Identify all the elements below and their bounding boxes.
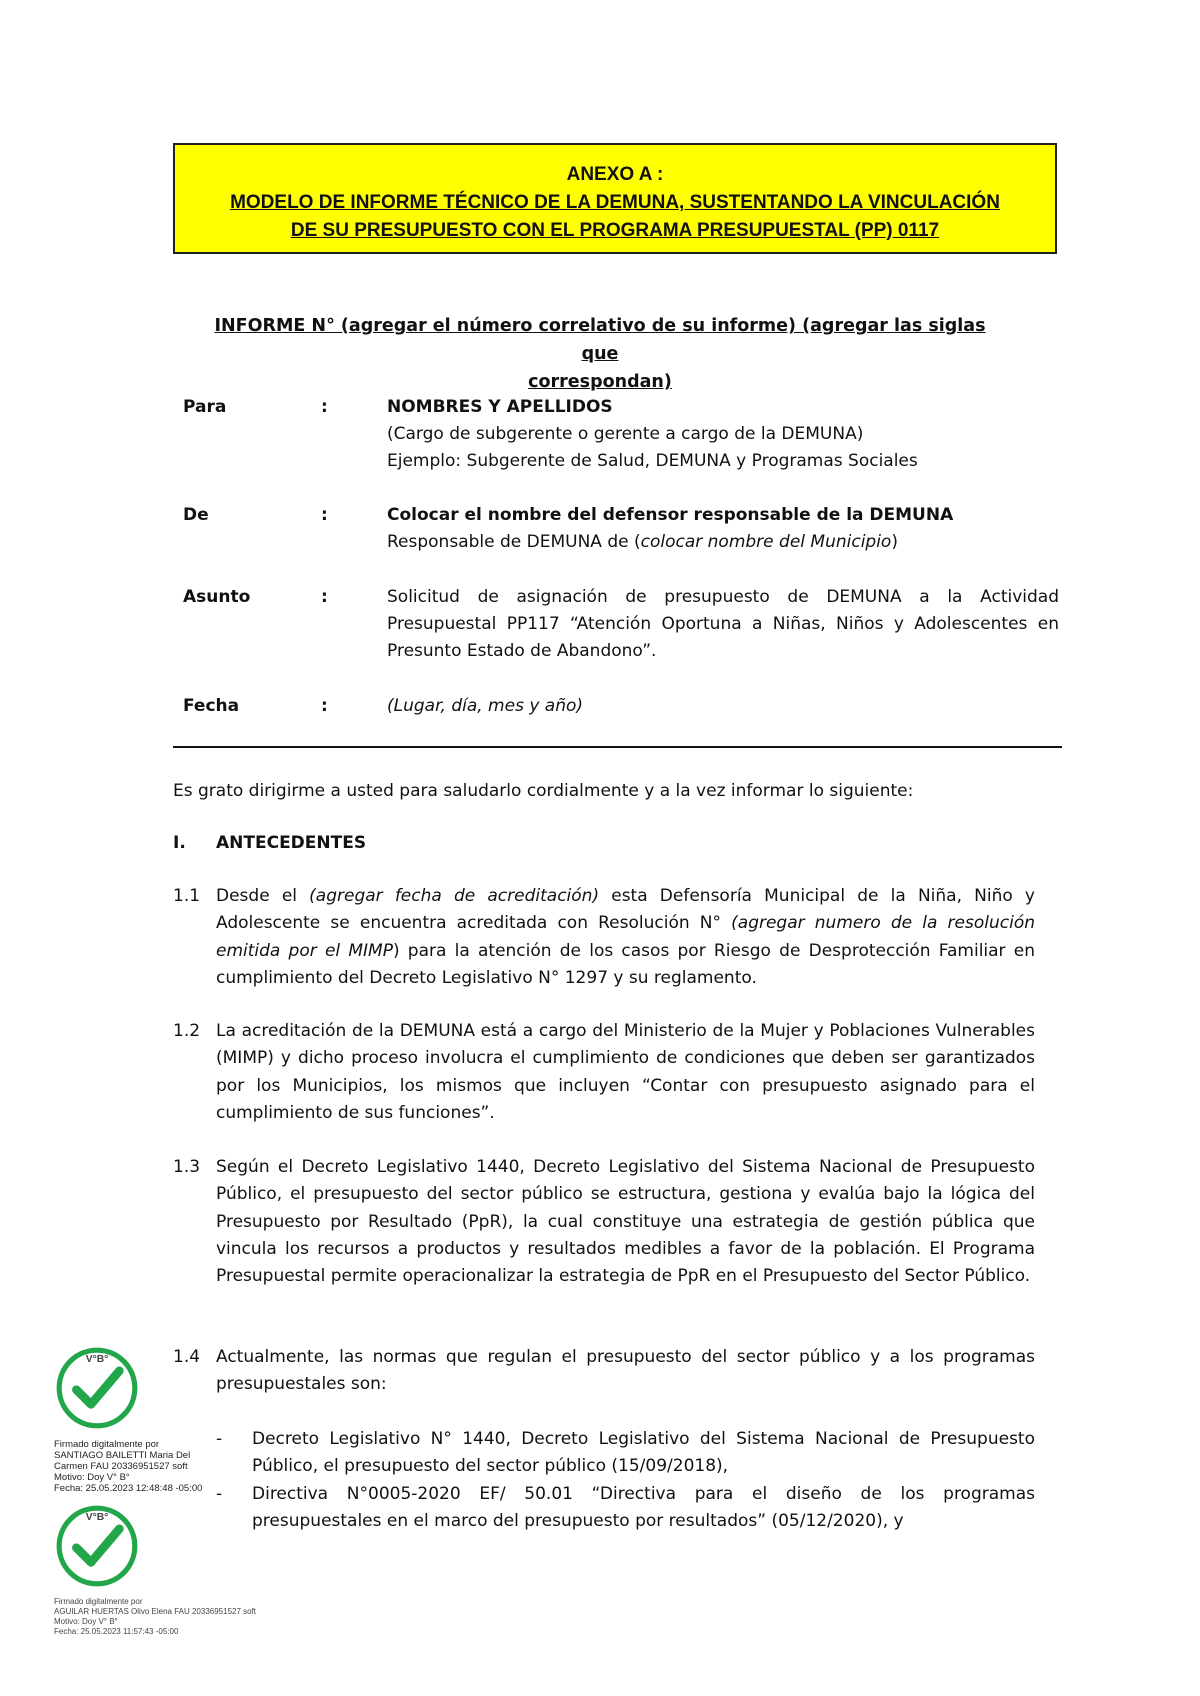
bullet-text: Directiva N°0005-2020 EF/ 50.01 “Directiva para el diseño de los programas presupuestales en el marco del presupuesto por resultados” (05/12/2020), y (252, 1484, 1035, 1532)
item-text: Actualmente, las normas que regulan el presupuesto del sector público y a los programas presupuestales son: (216, 1347, 1035, 1395)
approval-seal-icon (54, 1503, 140, 1589)
signature-stamp (54, 1345, 214, 1494)
field-colon: : (321, 696, 328, 716)
seal-text: V°B° (85, 1512, 109, 1524)
field-value-de (387, 502, 1059, 556)
bullet-dash: - (216, 1429, 223, 1449)
field-label-asunto: Asunto (183, 587, 251, 607)
header-divider (173, 746, 1062, 748)
para-position: (Cargo de subgerente o gerente a cargo de la DEMUNA) (387, 424, 864, 444)
annex-title-line-2: DE SU PRESUPUESTO CON EL PROGRAMA PRESUPUESTAL (PP) 0117 (290, 220, 940, 241)
field-label-fecha: Fecha (183, 696, 240, 716)
item-text: La acreditación de la DEMUNA está a cargo del Ministerio de la Mujer y Poblaciones Vulnerables (MIMP) y dicho proceso involucra el cumplimiento de condiciones que deben ser garantizados por los Municipios, los mismos que incluyen “Contar con presupuesto asignado para el cumplimiento de sus funciones”. (216, 1021, 1035, 1123)
field-colon: : (321, 505, 328, 525)
item-number: 1.1 (173, 886, 201, 906)
signature-stamp (54, 1503, 257, 1637)
section-number: I. (173, 833, 186, 853)
field-value-para (387, 394, 1059, 475)
de-name: Colocar el nombre del defensor responsable de la DEMUNA (387, 505, 954, 525)
bullet-text: Decreto Legislativo N° 1440, Decreto Legislativo del Sistema Nacional de Presupuesto Público, el presupuesto del sector público (15/09/2018), (252, 1429, 1035, 1477)
report-title (200, 312, 1000, 396)
item-number: 1.2 (173, 1021, 201, 1041)
annex-title-line-1: MODELO DE INFORME TÉCNICO DE LA DEMUNA, SUSTENTANDO LA VINCULACIÓN (230, 192, 1000, 213)
signature-text: Firmado digitalmente por AGUILAR HUERTAS Olivo Elena FAU 20336951527 soft Motivo: Doy V° B° Fecha: 25.05.2023 11:57:43 -05:00 (54, 1597, 257, 1636)
item-number: 1.3 (173, 1157, 201, 1177)
para-name: NOMBRES Y APELLIDOS (387, 397, 613, 417)
item-text: Desde el (agregar fecha de acreditación) esta Defensoría Municipal de la Niña, Niño y Adolescente se encuentra acreditada con Resolución N° (agregar numero de la resolución emitida por el MIMP) para la atención de los casos por Riesgo de Desprotección Familiar en cumplimiento del Decreto Legislativo N° 1297 y su reglamento. (216, 886, 1035, 988)
field-label-de: De (183, 505, 209, 525)
annex-title-box (173, 143, 1057, 254)
signature-text: Firmado digitalmente por SANTIAGO BAILETTI Maria Del Carmen FAU 20336951527 soft Motivo: Doy V° B° Fecha: 25.05.2023 12:48:48 -05:00 (54, 1439, 203, 1494)
section-title: ANTECEDENTES (216, 833, 367, 853)
bullet-dash: - (216, 1484, 223, 1504)
field-value-fecha: (Lugar, día, mes y año) (387, 696, 584, 716)
field-colon: : (321, 587, 328, 607)
approval-seal-icon (54, 1345, 140, 1431)
field-colon: : (321, 397, 328, 417)
field-label-para: Para (183, 397, 227, 417)
report-title-line-1: INFORME N° (agregar el número correlativo de su informe) (agregar las siglas que (214, 316, 986, 364)
report-title-line-2: correspondan) (528, 372, 672, 392)
annex-label: ANEXO A : (566, 164, 664, 185)
intro-paragraph: Es grato dirigirme a usted para saludarlo cordialmente y a la vez informar lo siguiente: (173, 781, 914, 801)
para-example: Ejemplo: Subgerente de Salud, DEMUNA y Programas Sociales (387, 451, 918, 471)
seal-text: V°B° (85, 1354, 109, 1366)
field-value-asunto: Solicitud de asignación de presupuesto de DEMUNA a la Actividad Presupuestal PP117 “Atención Oportuna a Niñas, Niños y Adolescentes en Presunto Estado de Abandono”. (387, 587, 1059, 661)
de-responsible: Responsable de DEMUNA de (colocar nombre del Municipio) (387, 532, 898, 552)
item-text: Según el Decreto Legislativo 1440, Decreto Legislativo del Sistema Nacional de Presupuesto Público, el presupuesto del sector público se estructura, gestiona y evalúa bajo la lógica del Presupuesto por Resultado (PpR), la cual constituye una estrategia de gestión pública que vincula los recursos a productos y resultados medibles a favor de la población. El Programa Presupuestal permite operacionalizar la estrategia de PpR en el Presupuesto del Sector Público. (216, 1157, 1035, 1287)
item-number: 1.4 (173, 1347, 201, 1367)
